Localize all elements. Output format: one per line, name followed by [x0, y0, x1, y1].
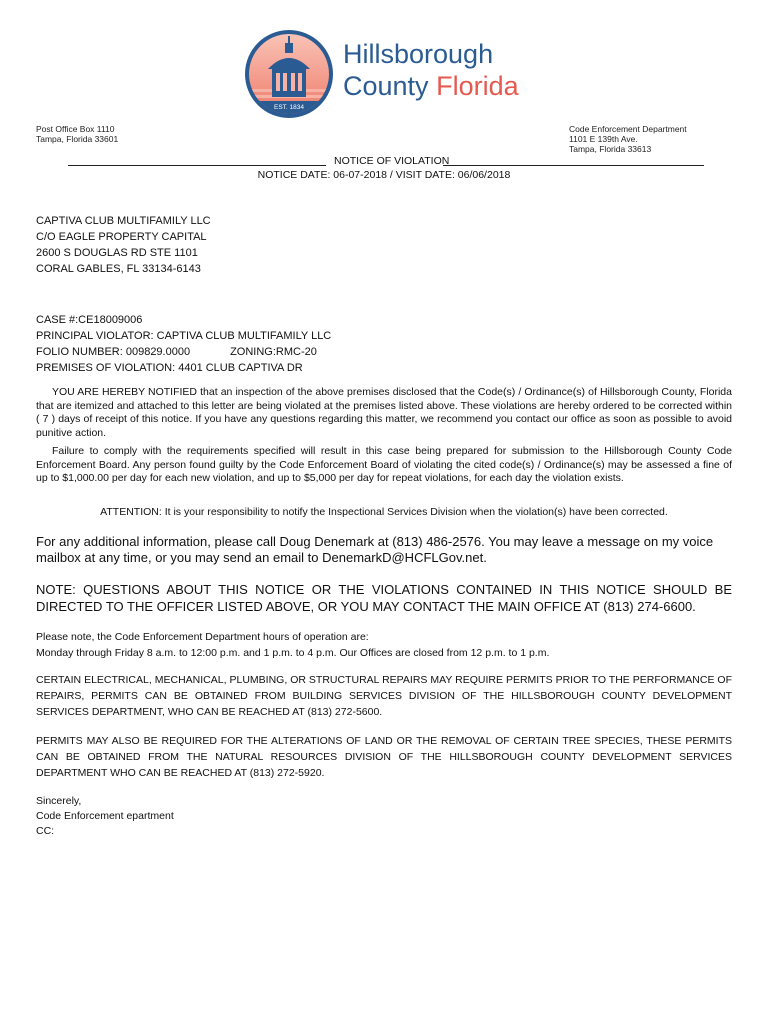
note-paragraph: NOTE: QUESTIONS ABOUT THIS NOTICE OR THE VIOLATIONS CONTAINED IN THIS NOTICE SHOULD BE DIRECTED TO THE OFFICER LISTED ABOVE, OR YOU MAY CONTACT THE MAIN OFFICE AT (813) 274-6600. — [36, 582, 732, 614]
failure-paragraph: Failure to comply with the requirements specified will result in this case being prepared for submission to the Hillsborough County Code Enforcement Board. Any person found guilty by the Code Enforcement Board of violating the cited code(s) / Ordinance(s) may be assessed a fine of up to $1,000.00 per day for each new violation, and up to $5,000 per day for repeat violations, for each day the violation exists. — [36, 445, 732, 484]
building-permits-paragraph: CERTAIN ELECTRICAL, MECHANICAL, PLUMBING, OR STRUCTURAL REPAIRS MAY REQUIRE PERMITS PRIOR TO THE PERFORMANCE OF REPAIRS, PERMITS CAN BE OBTAINED FROM BUILDING SERVICES DIVISION OF THE HILLSBOROUGH COUNTY DEVELOPMENT SERVICES DEPARTMENT, WHO CAN BE REACHED AT (813) 272-5600. — [36, 674, 732, 718]
recipient-line: CORAL GABLES, FL 33134-6143 — [36, 263, 201, 275]
attention-line: ATTENTION: It is your responsibility to notify the Inspectional Services Division when the violation(s) have been corrected. — [100, 506, 668, 518]
closing-block — [36, 794, 174, 839]
wordmark-hillsborough: Hillsborough — [343, 39, 494, 69]
office-hours-intro: Please note, the Code Enforcement Department hours of operation are: — [36, 631, 369, 643]
mailing-address-line: Post Office Box 1110 — [36, 124, 115, 134]
natural-resources-permits-paragraph: PERMITS MAY ALSO BE REQUIRED FOR THE ALTERATIONS OF LAND OR THE REMOVAL OF CERTAIN TREE SPECIES, THESE PERMITS CAN BE OBTAINED FROM THE NATURAL RESOURCES DIVISION OF THE HILLSBOROUGH COUNTY DEVELOPMENT SERVICES DEPARTMENT WHO CAN BE REACHED AT (813) 272-5920. — [36, 735, 732, 779]
department-address-line: Tampa, Florida 33613 — [569, 144, 652, 154]
wordmark-county-florida — [343, 71, 519, 101]
mailing-address — [36, 124, 118, 144]
folio-zoning-line — [36, 344, 331, 360]
notification-paragraph: YOU ARE HEREBY NOTIFIED that an inspection of the above premises disclosed that the Code(s) / Ordinance(s) of Hillsborough County, Florida that are itemized and attached to this letter are being violated at the premises listed above. These violations are hereby ordered to be corrected within ( 7 ) days of receipt of this notice. If you have any questions regarding this matter, we recommend you contact our office as soon as possible to avoid punitive action. — [36, 386, 732, 439]
recipient-line: C/O EAGLE PROPERTY CAPITAL — [36, 231, 207, 243]
principal-violator: PRINCIPAL VIOLATOR: CAPTIVA CLUB MULTIFAMILY LLC — [36, 330, 332, 342]
department-address-line: 1101 E 139th Ave. — [569, 134, 638, 144]
wordmark-county: County — [343, 71, 429, 101]
notice-title: NOTICE OF VIOLATION — [334, 155, 450, 167]
office-hours — [36, 629, 549, 661]
county-wordmark — [343, 39, 543, 109]
recipient-address — [36, 213, 211, 277]
department-address-line: Code Enforcement Department — [569, 124, 687, 134]
office-hours-detail: Monday through Friday 8 a.m. to 12:00 p.m. and 1 p.m. to 4 p.m. Our Offices are closed from 12 p.m. to 1 p.m. — [36, 647, 550, 659]
title-rule-left — [68, 165, 326, 166]
recipient-line: 2600 S DOUGLAS RD STE 1101 — [36, 247, 198, 259]
zoning: ZONING:RMC-20 — [230, 346, 317, 358]
mailing-address-line: Tampa, Florida 33601 — [36, 134, 119, 144]
folio-number: FOLIO NUMBER: 009829.0000 — [36, 346, 191, 358]
signer: Code Enforcement epartment — [36, 810, 174, 822]
premises-of-violation: PREMISES OF VIOLATION: 4401 CLUB CAPTIVA DR — [36, 362, 303, 374]
title-rule-right — [443, 165, 704, 166]
county-logo — [244, 27, 534, 121]
seal-established: EST. 1834 — [274, 104, 304, 111]
department-address — [569, 124, 687, 154]
notice-title-row — [68, 155, 704, 169]
wordmark-florida: Florida — [436, 71, 519, 101]
cc-line: CC: — [36, 825, 55, 837]
contact-paragraph: For any additional information, please call Doug Denemark at (813) 486-2576. You may leave a message on my voice mailbox at any time, or you may send an email to DenemarkD@HCFLGov.net. — [36, 534, 714, 565]
county-seal-icon — [244, 27, 334, 121]
salutation: Sincerely, — [36, 795, 82, 807]
case-number: CASE #:CE18009006 — [36, 314, 143, 326]
recipient-line: CAPTIVA CLUB MULTIFAMILY LLC — [36, 215, 211, 227]
notice-dates: NOTICE DATE: 06-07-2018 / VISIT DATE: 06/06/2018 — [257, 169, 511, 181]
case-details — [36, 312, 331, 376]
